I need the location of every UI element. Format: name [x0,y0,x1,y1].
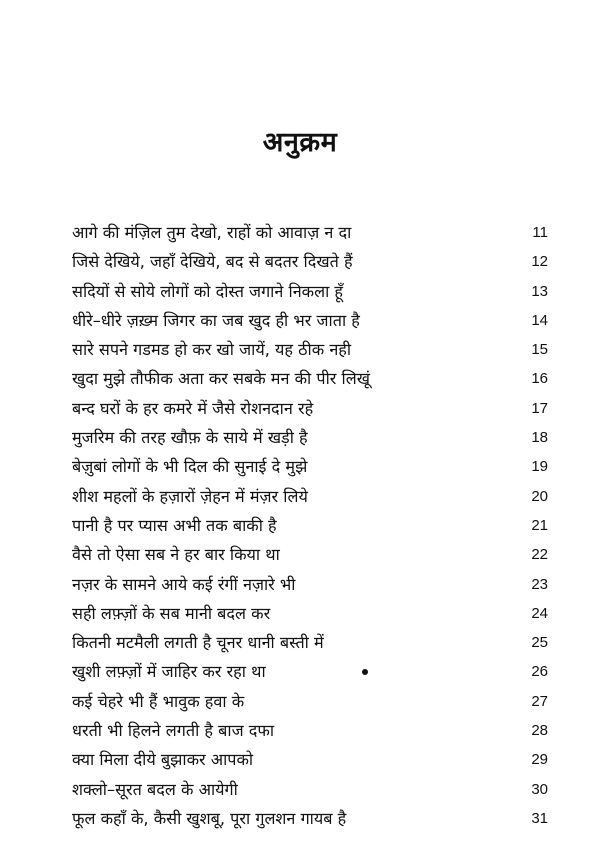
toc-entry-title: खुदा मुझे तौफीक अता कर सबके मन की पीर लिखूं [72,369,370,389]
toc-entry [72,452,548,481]
toc-entry-page: 28 [531,722,548,740]
toc-entry-title: मुजरिम की तरह खौफ़ के साये में खड़ी है [72,428,308,448]
toc-entry [72,482,548,511]
toc-entry-page: 31 [531,809,548,827]
toc-entry [72,394,548,423]
toc-entry-title: पानी है पर प्यास अभी तक बाकी है [72,515,277,535]
toc-entry-title: बेज़ुबां लोगों के भी दिल की सुनाई दे मुझे [72,457,308,477]
toc-entry-page: 13 [531,282,548,300]
toc-entry-page: 23 [531,575,548,593]
toc-entry-page: 20 [531,487,548,505]
toc-entry-page: 22 [531,546,548,564]
toc-entry-page: 19 [531,458,548,476]
toc-entry-title: बन्द घरों के हर कमरे में जैसे रोशनदान रहे [72,398,314,418]
toc-entry [72,599,548,628]
toc-entry-page: 30 [531,780,548,798]
toc-entry-page: 17 [531,399,548,417]
toc-entry-title: शीश महलों के हज़ारों ज़ेहन में मंज़र लिये [72,486,308,506]
toc-entry-title: धीरे–धीरे ज़ख़्म जिगर का जब खुद ही भर जाता है [72,310,360,330]
toc-entry [72,570,548,599]
toc-entry-title: कितनी मटमैली लगती है चूनर धानी बस्ती में [72,633,324,653]
toc-entry [72,306,548,335]
toc-entry-title: क्या मिला दीये बुझाकर आपको [72,750,254,770]
toc-entry-page: 16 [531,370,548,388]
toc-entry [72,423,548,452]
toc-entry [72,247,548,276]
toc-entry-title: सारे सपने गडमड हो कर खो जायें, यह ठीक नही [72,340,352,360]
toc-entry [72,804,548,833]
toc-entry-title: खुशी लफ़्ज़ों में जाहिर कर रहा था [72,662,266,682]
toc-entry-page: 29 [531,751,548,769]
toc-entry [72,511,548,540]
toc-entry-title: नज़र के सामने आये कई रंगीं नज़ारे भी [72,574,296,594]
toc-entry-title: फूल कहाँ के, कैसी खुशबू, पूरा गुलशन गायब है [72,808,347,828]
toc-entry [72,775,548,804]
toc-entry-page: 27 [531,692,548,710]
toc-entry-title: जिसे देखिये, जहाँ देखिये, बद से बदतर दिखते हैं [72,252,353,272]
toc-entry-page: 26 [531,663,548,681]
toc-entry-title: सही लफ़्ज़ों के सब मानी बदल कर [72,603,271,623]
toc-entry-page: 18 [531,429,548,447]
toc-entry-title: आगे की मंज़िल तुम देखो, राहों को आवाज़ न दा [72,223,352,242]
toc-entry-page: 14 [531,311,548,329]
toc-entry [72,745,548,774]
toc-entry [72,540,548,569]
toc-entry-page: 12 [531,253,548,271]
toc-entry [72,364,548,393]
toc-entry-title: धरती भी हिलने लगती है बाज दफा [72,721,275,741]
toc-entry [72,687,548,716]
toc-entry-page: 11 [532,224,548,241]
toc-entry-title: शक्लो–सूरत बदल के आयेगी [72,779,238,799]
page-title: अनुक्रम [262,127,338,158]
toc-entry-title: कई चेहरे भी हैं भावुक हवा के [72,691,245,711]
ink-dot [362,669,368,675]
toc-entry-title: सदियों से सोये लोगों को दोस्त जगाने निकला हूँ [72,281,344,301]
toc-entry [72,277,548,306]
toc-entry [72,628,548,657]
toc-entry [72,716,548,745]
toc-entry [72,657,548,686]
toc-entry-page: 21 [531,516,548,534]
toc-entry-page: 25 [531,634,548,652]
toc-entry [72,335,548,364]
toc-entry [72,218,548,247]
table-of-contents [72,218,548,833]
toc-entry-page: 15 [531,341,548,359]
toc-entry-title: वैसे तो ऐसा सब ने हर बार किया था [72,545,280,565]
toc-entry-page: 24 [531,604,548,622]
